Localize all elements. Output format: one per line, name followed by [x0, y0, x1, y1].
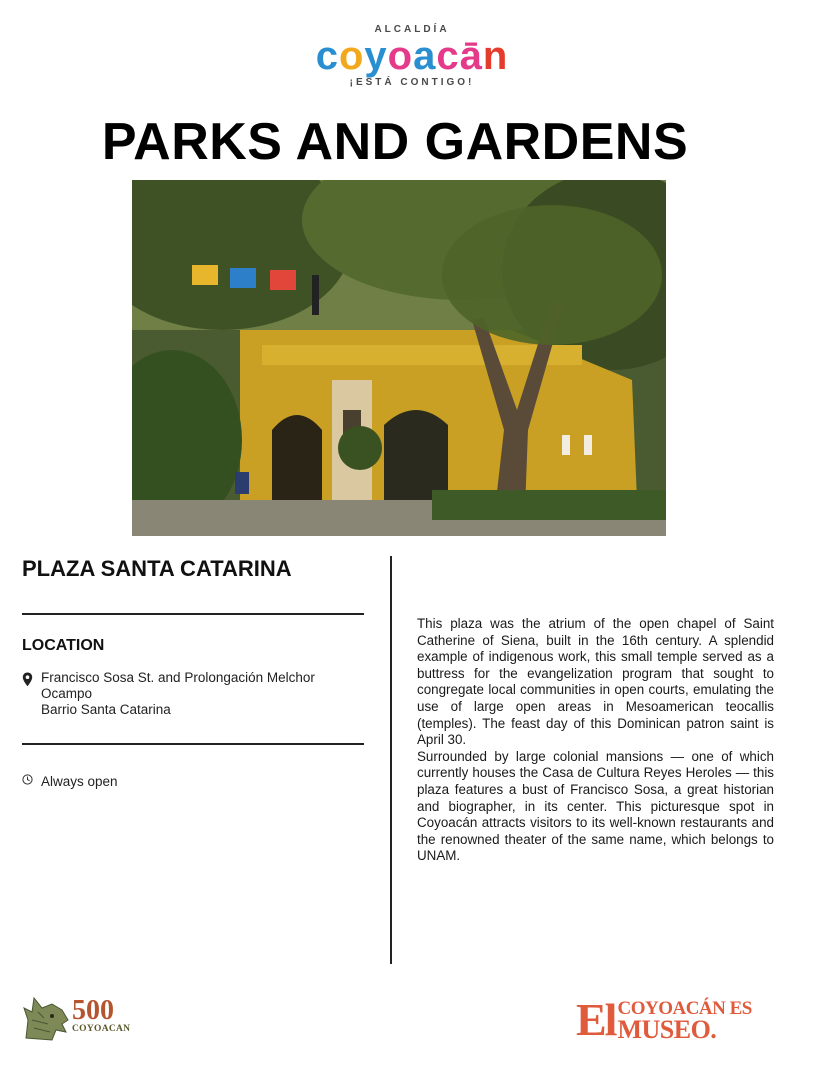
location-row — [22, 670, 362, 718]
coyoacan-es-museo-logo — [576, 994, 752, 1045]
logo-brand-letter: o — [338, 34, 365, 78]
logo-brand-letter: c — [436, 34, 460, 78]
coyote-head-icon — [22, 990, 70, 1042]
logo-top-label: ALCALDÍA — [374, 24, 450, 35]
logo-brand-letter: ā — [459, 34, 483, 78]
divider-top — [22, 613, 364, 615]
divider-bottom — [22, 743, 364, 745]
logo-brand-letter: c — [315, 34, 339, 78]
plaza-photo-illustration — [132, 180, 666, 536]
location-pin-icon — [22, 670, 41, 718]
place-title: PLAZA SANTA CATARINA — [22, 556, 292, 581]
logo-500-name: COYOACAN — [72, 1024, 131, 1034]
alcaldia-logo — [0, 24, 824, 88]
description-paragraph-1: This plaza was the atrium of the open chapel of Saint Catherine of Siena, built in the 16th century. A splendid example of indigenous work, this small temple served as a buttress for the evangelization program that sought to congregate local communities in open courts, emulating the use of large open areas in Mesoamerican teocallis (temples). The feast day of this Dominican patron saint is April 30. — [417, 616, 774, 748]
logo-brand-letter: y — [364, 34, 388, 78]
coyoacan-500-logo — [22, 990, 130, 1042]
hours-text: Always open — [41, 773, 118, 789]
museo-logo-line-2: MUSEO. — [617, 1014, 717, 1044]
plaza-photo — [132, 180, 666, 536]
location-heading: LOCATION — [22, 637, 105, 654]
logo-brand-letter: a — [413, 34, 437, 78]
museo-logo-el: El — [576, 994, 616, 1045]
logo-tagline: ¡ESTÁ CONTIGO! — [349, 77, 475, 88]
column-divider — [390, 556, 392, 964]
description-paragraph-2: Surrounded by large colonial mansions — one of which currently houses the Casa de Cultura Reyes Heroles — this plaza features a bust of Francisco Sosa, a great historian and biographer, in its center. This picturesque spot in Coyoacán attracts visitors to its well-known restaurants and the renowned theater of the same name, which belongs to UNAM. — [417, 748, 774, 864]
address-line-2: Barrio Santa Catarina — [41, 702, 171, 717]
hours-row — [22, 772, 118, 790]
logo-brand-letter: n — [482, 34, 509, 78]
clock-icon — [22, 772, 41, 790]
logo-500-number: 500 — [72, 995, 114, 1026]
description — [417, 616, 774, 865]
logo-brand — [0, 34, 824, 78]
page-title: PARKS AND GARDENS — [101, 113, 689, 171]
museo-logo-line-1: COYOACÁN ES — [617, 997, 752, 1019]
logo-brand-letter: o — [387, 34, 414, 78]
address-line-1: Francisco Sosa St. and Prolongación Melchor Ocampo — [41, 670, 315, 701]
